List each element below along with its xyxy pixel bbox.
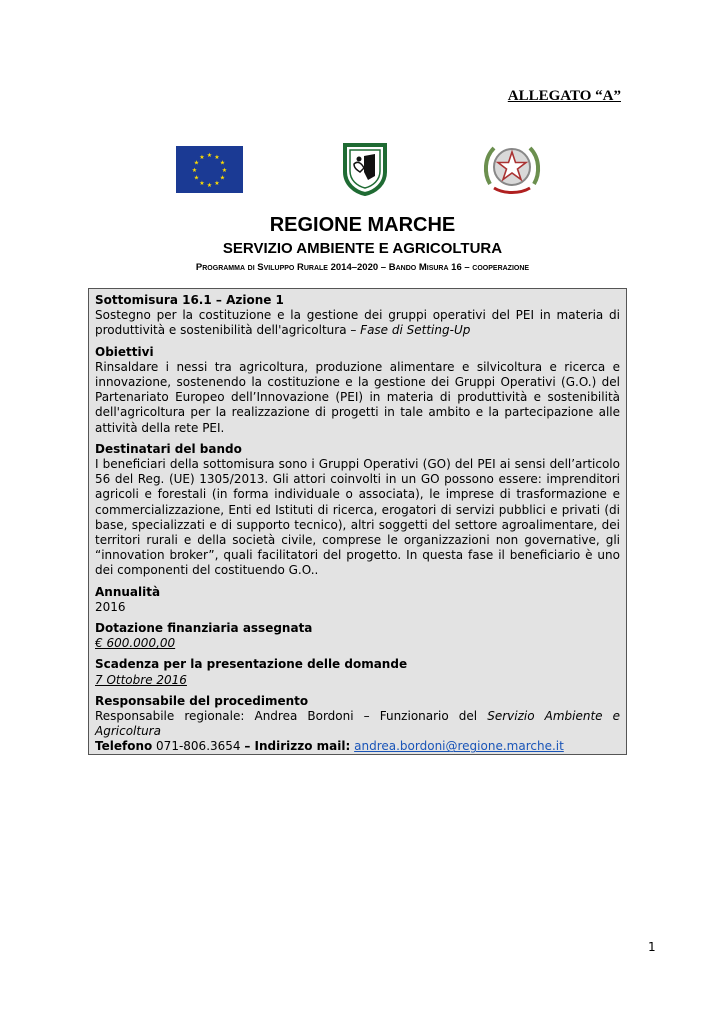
destinatari-text: I beneficiari della sottomisura sono i Gruppi Operativi (GO) del PEI ai sensi dell’articolo 56 del Reg. (UE) 1305/2013. Gli attori coinvolti in un GO possono essere: imprenditori agricoli e forestali (in forma individuale o associata), le imprese di trasformazione e commercializzazione, Enti ed Istituti di ricerca, erogatori di servizi pubblici e privati (di base, specializzati e di supporto tecnico), altri soggetti del settore agroalimentare, dei territori rurali e della società civile, comprese le organizzazioni non governative, gli “innovation broker”, quali facilitatori del progetto. In questa fase il beneficiario è uno dei componenti del costituendo G.O.. bbox=[95, 457, 620, 578]
responsabile-text-body: Responsabile regionale: Andrea Bordoni – Funzionario del bbox=[95, 709, 488, 724]
destinatari-heading: Destinatari del bando bbox=[95, 441, 242, 456]
sottomisura-text-body: Sostegno per la costituzione e la gestione dei gruppi operativi del PEI in materia di produttività e sostenibilità dell'agricoltura – bbox=[95, 308, 620, 338]
regione-marche-logo-icon bbox=[342, 142, 388, 196]
responsabile-text bbox=[95, 709, 620, 739]
annualita-heading: Annualità bbox=[95, 584, 161, 599]
telefono-label: Telefono bbox=[95, 739, 153, 754]
svg-text:★: ★ bbox=[219, 159, 226, 167]
section-scadenza bbox=[95, 657, 620, 687]
scadenza-heading: Scadenza per la presentazione delle domande bbox=[95, 657, 408, 672]
svg-text:★: ★ bbox=[199, 180, 205, 187]
svg-text:★: ★ bbox=[219, 174, 226, 182]
obiettivi-text: Rinsaldare i nessi tra agricoltura, produzione alimentare e silvicoltura e ricerca e innovazione, sostenendo la costituzione e la gestione dei Gruppi Operativi (G.O.) del Partenariato Europeo dell’Innovazione (PEI) in materia di produttività e sostenibilità dell'agricoltura per la realizzazione di progetti in tale ambito e la partecipazione alle attività della rete PEI. bbox=[95, 359, 620, 435]
sottomisura-text-italic: Fase di Setting-Up bbox=[360, 323, 471, 338]
section-dotazione bbox=[95, 621, 620, 651]
sottomisura-heading: Sottomisura 16.1 – Azione 1 bbox=[95, 293, 284, 307]
eu-flag-icon bbox=[176, 146, 243, 193]
obiettivi-heading: Obiettivi bbox=[95, 344, 154, 359]
allegato-label: ALLEGATO “A” bbox=[507, 88, 621, 104]
responsabile-heading: Responsabile del procedimento bbox=[95, 693, 309, 708]
svg-text:★: ★ bbox=[193, 159, 200, 167]
svg-text:★: ★ bbox=[214, 180, 220, 187]
section-obiettivi bbox=[95, 345, 620, 436]
section-destinatari bbox=[95, 442, 620, 579]
mail-label: – Indirizzo mail: bbox=[244, 739, 351, 754]
dotazione-heading: Dotazione finanziaria assegnata bbox=[95, 621, 313, 636]
page-number: 1 bbox=[648, 940, 656, 954]
svg-text:★: ★ bbox=[206, 152, 213, 159]
svg-text:★: ★ bbox=[191, 167, 198, 174]
contact-line bbox=[95, 739, 620, 754]
italian-republic-emblem-icon bbox=[480, 140, 544, 196]
section-annualita bbox=[95, 585, 620, 615]
section-responsabile bbox=[95, 694, 620, 755]
svg-text:★: ★ bbox=[214, 154, 220, 161]
dotazione-value: € 600.000,00 bbox=[95, 636, 176, 651]
programma-line: Programma di Sviluppo Rurale 2014–2020 – Bando Misura 16 – cooperazione bbox=[195, 262, 530, 273]
annualita-value: 2016 bbox=[95, 599, 126, 614]
telefono-value: 071-806.3654 bbox=[152, 739, 245, 754]
svg-text:★: ★ bbox=[206, 182, 213, 189]
bando-summary-box bbox=[88, 288, 627, 755]
svg-text:★: ★ bbox=[193, 174, 200, 182]
svg-text:★: ★ bbox=[221, 167, 228, 174]
section-sottomisura bbox=[95, 293, 620, 339]
email-link[interactable]: andrea.bordoni@regione.marche.it bbox=[354, 739, 564, 754]
logos-row bbox=[0, 140, 725, 200]
scadenza-value: 7 Ottobre 2016 bbox=[95, 672, 187, 687]
page-subtitle: SERVIZIO AMBIENTE E AGRICOLTURA bbox=[222, 240, 503, 257]
responsabile-text-italic: Servizio Ambiente e Agricoltura bbox=[95, 709, 620, 739]
svg-text:★: ★ bbox=[199, 154, 205, 161]
sottomisura-text bbox=[95, 308, 620, 338]
page-title: REGIONE MARCHE bbox=[269, 214, 456, 236]
